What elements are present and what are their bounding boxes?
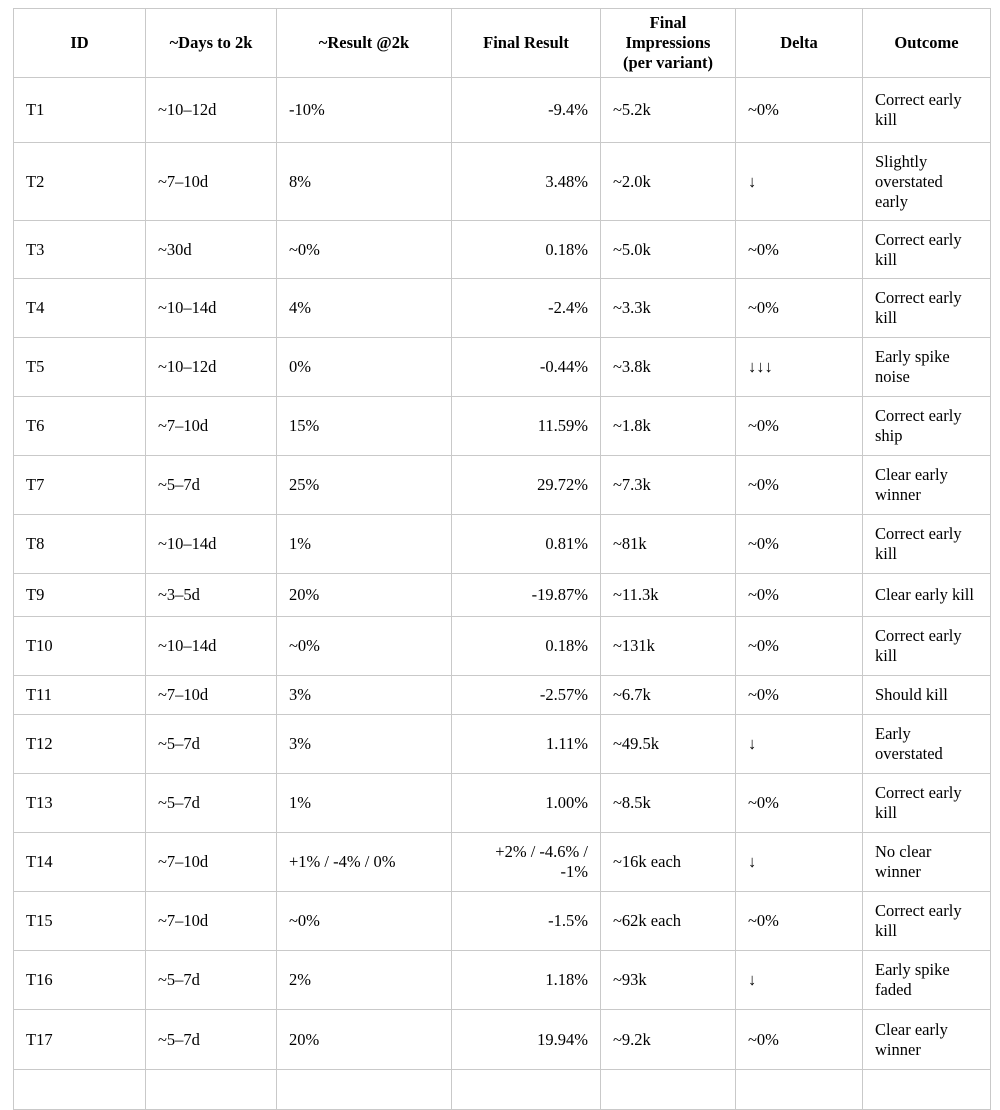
- cell-outcome: Correct early kill: [863, 221, 991, 279]
- cell-final-result: 29.72%: [452, 456, 601, 515]
- column-header-outcome: Outcome: [863, 9, 991, 78]
- cell-outcome: Early spike noise: [863, 338, 991, 397]
- cell-delta: ~0%: [736, 892, 863, 951]
- cell-days-to-2k: ~30d: [146, 221, 277, 279]
- cell-final-impressions: ~5.0k: [601, 221, 736, 279]
- cell-id: T14: [14, 833, 146, 892]
- cell-final-result: -9.4%: [452, 78, 601, 143]
- cell-final-result: -19.87%: [452, 574, 601, 617]
- cell-delta: [736, 1070, 863, 1110]
- cell-delta: ~0%: [736, 617, 863, 676]
- cell-outcome: Correct early ship: [863, 397, 991, 456]
- cell-final-impressions: ~5.2k: [601, 78, 736, 143]
- cell-result-at-2k: 4%: [277, 279, 452, 338]
- cell-final-impressions: ~81k: [601, 515, 736, 574]
- cell-outcome: Slightly overstated early: [863, 143, 991, 221]
- cell-outcome: Clear early winner: [863, 1010, 991, 1070]
- cell-delta: ↓: [736, 833, 863, 892]
- cell-final-impressions: [601, 1070, 736, 1110]
- cell-id: T3: [14, 221, 146, 279]
- cell-id: T2: [14, 143, 146, 221]
- cell-final-impressions: ~3.3k: [601, 279, 736, 338]
- cell-outcome: Correct early kill: [863, 892, 991, 951]
- cell-id: T12: [14, 715, 146, 774]
- cell-result-at-2k: +1% / -4% / 0%: [277, 833, 452, 892]
- cell-delta: ~0%: [736, 676, 863, 715]
- cell-delta: ~0%: [736, 774, 863, 833]
- table-row-partial: [14, 1070, 991, 1110]
- cell-days-to-2k: ~5–7d: [146, 774, 277, 833]
- cell-delta: ~0%: [736, 574, 863, 617]
- cell-days-to-2k: ~5–7d: [146, 715, 277, 774]
- cell-days-to-2k: ~7–10d: [146, 892, 277, 951]
- cell-id: T15: [14, 892, 146, 951]
- cell-result-at-2k: -10%: [277, 78, 452, 143]
- cell-final-result: [452, 1070, 601, 1110]
- cell-result-at-2k: ~0%: [277, 892, 452, 951]
- cell-final-result: +2% / -4.6% / -1%: [452, 833, 601, 892]
- cell-final-result: 1.00%: [452, 774, 601, 833]
- cell-result-at-2k: ~0%: [277, 221, 452, 279]
- cell-id: T13: [14, 774, 146, 833]
- cell-days-to-2k: ~5–7d: [146, 456, 277, 515]
- cell-id: T8: [14, 515, 146, 574]
- cell-days-to-2k: ~5–7d: [146, 951, 277, 1010]
- column-header-result-at-2k: ~Result @2k: [277, 9, 452, 78]
- cell-final-impressions: ~2.0k: [601, 143, 736, 221]
- cell-final-result: 11.59%: [452, 397, 601, 456]
- cell-final-impressions: ~3.8k: [601, 338, 736, 397]
- cell-delta: ~0%: [736, 397, 863, 456]
- table-row-t12: [14, 715, 991, 774]
- table-row-t10: [14, 617, 991, 676]
- cell-id: T5: [14, 338, 146, 397]
- cell-delta: ↓: [736, 143, 863, 221]
- cell-outcome: Clear early kill: [863, 574, 991, 617]
- table-row-t4: [14, 279, 991, 338]
- table-row-t11: [14, 676, 991, 715]
- cell-days-to-2k: ~5–7d: [146, 1010, 277, 1070]
- cell-outcome: Correct early kill: [863, 78, 991, 143]
- table-row-t1: [14, 78, 991, 143]
- table-row-t16: [14, 951, 991, 1010]
- cell-final-result: -0.44%: [452, 338, 601, 397]
- cell-delta: ~0%: [736, 1010, 863, 1070]
- cell-final-impressions: ~1.8k: [601, 397, 736, 456]
- cell-final-result: 1.18%: [452, 951, 601, 1010]
- cell-outcome: Clear early winner: [863, 456, 991, 515]
- cell-days-to-2k: ~3–5d: [146, 574, 277, 617]
- cell-final-result: 19.94%: [452, 1010, 601, 1070]
- cell-id: T4: [14, 279, 146, 338]
- cell-outcome: No clear winner: [863, 833, 991, 892]
- cell-days-to-2k: ~10–14d: [146, 279, 277, 338]
- cell-final-impressions: ~11.3k: [601, 574, 736, 617]
- cell-result-at-2k: 3%: [277, 715, 452, 774]
- cell-result-at-2k: 3%: [277, 676, 452, 715]
- table-row-t15: [14, 892, 991, 951]
- cell-delta: ↓: [736, 715, 863, 774]
- cell-days-to-2k: ~7–10d: [146, 397, 277, 456]
- cell-days-to-2k: ~10–12d: [146, 338, 277, 397]
- table-row-t9: [14, 574, 991, 617]
- cell-final-result: 3.48%: [452, 143, 601, 221]
- table-row-t5: [14, 338, 991, 397]
- column-header-delta: Delta: [736, 9, 863, 78]
- cell-final-result: -2.4%: [452, 279, 601, 338]
- column-header-days-to-2k: ~Days to 2k: [146, 9, 277, 78]
- cell-outcome: Should kill: [863, 676, 991, 715]
- cell-days-to-2k: ~7–10d: [146, 676, 277, 715]
- cell-outcome: Correct early kill: [863, 279, 991, 338]
- table-row-t13: [14, 774, 991, 833]
- cell-result-at-2k: 2%: [277, 951, 452, 1010]
- cell-delta: ~0%: [736, 78, 863, 143]
- cell-final-impressions: ~7.3k: [601, 456, 736, 515]
- column-header-final-result: Final Result: [452, 9, 601, 78]
- cell-delta: ~0%: [736, 515, 863, 574]
- cell-id: T9: [14, 574, 146, 617]
- cell-final-impressions: ~9.2k: [601, 1010, 736, 1070]
- cell-delta: ↓↓↓: [736, 338, 863, 397]
- cell-outcome: Correct early kill: [863, 515, 991, 574]
- cell-final-impressions: ~8.5k: [601, 774, 736, 833]
- cell-days-to-2k: ~10–14d: [146, 617, 277, 676]
- cell-outcome: Early overstated: [863, 715, 991, 774]
- cell-delta: ~0%: [736, 456, 863, 515]
- table-header-row: [14, 9, 991, 78]
- table-row-t8: [14, 515, 991, 574]
- cell-outcome: Correct early kill: [863, 617, 991, 676]
- cell-id: T10: [14, 617, 146, 676]
- cell-final-impressions: ~6.7k: [601, 676, 736, 715]
- cell-result-at-2k: 0%: [277, 338, 452, 397]
- cell-id: T11: [14, 676, 146, 715]
- column-header-final-impressions: Final Impressions (per variant): [601, 9, 736, 78]
- table-row-t6: [14, 397, 991, 456]
- cell-result-at-2k: 1%: [277, 774, 452, 833]
- cell-id: T17: [14, 1010, 146, 1070]
- cell-outcome: Correct early kill: [863, 774, 991, 833]
- cell-final-result: -1.5%: [452, 892, 601, 951]
- cell-days-to-2k: ~10–12d: [146, 78, 277, 143]
- table-row-t2: [14, 143, 991, 221]
- cell-result-at-2k: ~0%: [277, 617, 452, 676]
- cell-delta: ~0%: [736, 279, 863, 338]
- cell-final-result: 0.18%: [452, 221, 601, 279]
- cell-id: T16: [14, 951, 146, 1010]
- column-header-id: ID: [14, 9, 146, 78]
- cell-id: T6: [14, 397, 146, 456]
- table-row-t3: [14, 221, 991, 279]
- cell-final-impressions: ~93k: [601, 951, 736, 1010]
- cell-delta: ~0%: [736, 221, 863, 279]
- table-row-t17: [14, 1010, 991, 1070]
- cell-id: T1: [14, 78, 146, 143]
- cell-result-at-2k: 25%: [277, 456, 452, 515]
- cell-final-result: -2.57%: [452, 676, 601, 715]
- cell-id: T7: [14, 456, 146, 515]
- cell-days-to-2k: [146, 1070, 277, 1110]
- cell-outcome: Early spike faded: [863, 951, 991, 1010]
- cell-final-impressions: ~16k each: [601, 833, 736, 892]
- cell-days-to-2k: ~7–10d: [146, 143, 277, 221]
- cell-id: [14, 1070, 146, 1110]
- cell-final-result: 0.81%: [452, 515, 601, 574]
- cell-final-result: 1.11%: [452, 715, 601, 774]
- cell-final-impressions: ~49.5k: [601, 715, 736, 774]
- cell-result-at-2k: 15%: [277, 397, 452, 456]
- cell-result-at-2k: 8%: [277, 143, 452, 221]
- cell-final-impressions: ~62k each: [601, 892, 736, 951]
- cell-final-impressions: ~131k: [601, 617, 736, 676]
- cell-days-to-2k: ~7–10d: [146, 833, 277, 892]
- cell-days-to-2k: ~10–14d: [146, 515, 277, 574]
- cell-final-result: 0.18%: [452, 617, 601, 676]
- cell-result-at-2k: 1%: [277, 515, 452, 574]
- table-row-t7: [14, 456, 991, 515]
- cell-result-at-2k: 20%: [277, 1010, 452, 1070]
- cell-result-at-2k: [277, 1070, 452, 1110]
- cell-delta: ↓: [736, 951, 863, 1010]
- experiments-table: [13, 8, 991, 1110]
- cell-outcome: [863, 1070, 991, 1110]
- cell-result-at-2k: 20%: [277, 574, 452, 617]
- table-row-t14: [14, 833, 991, 892]
